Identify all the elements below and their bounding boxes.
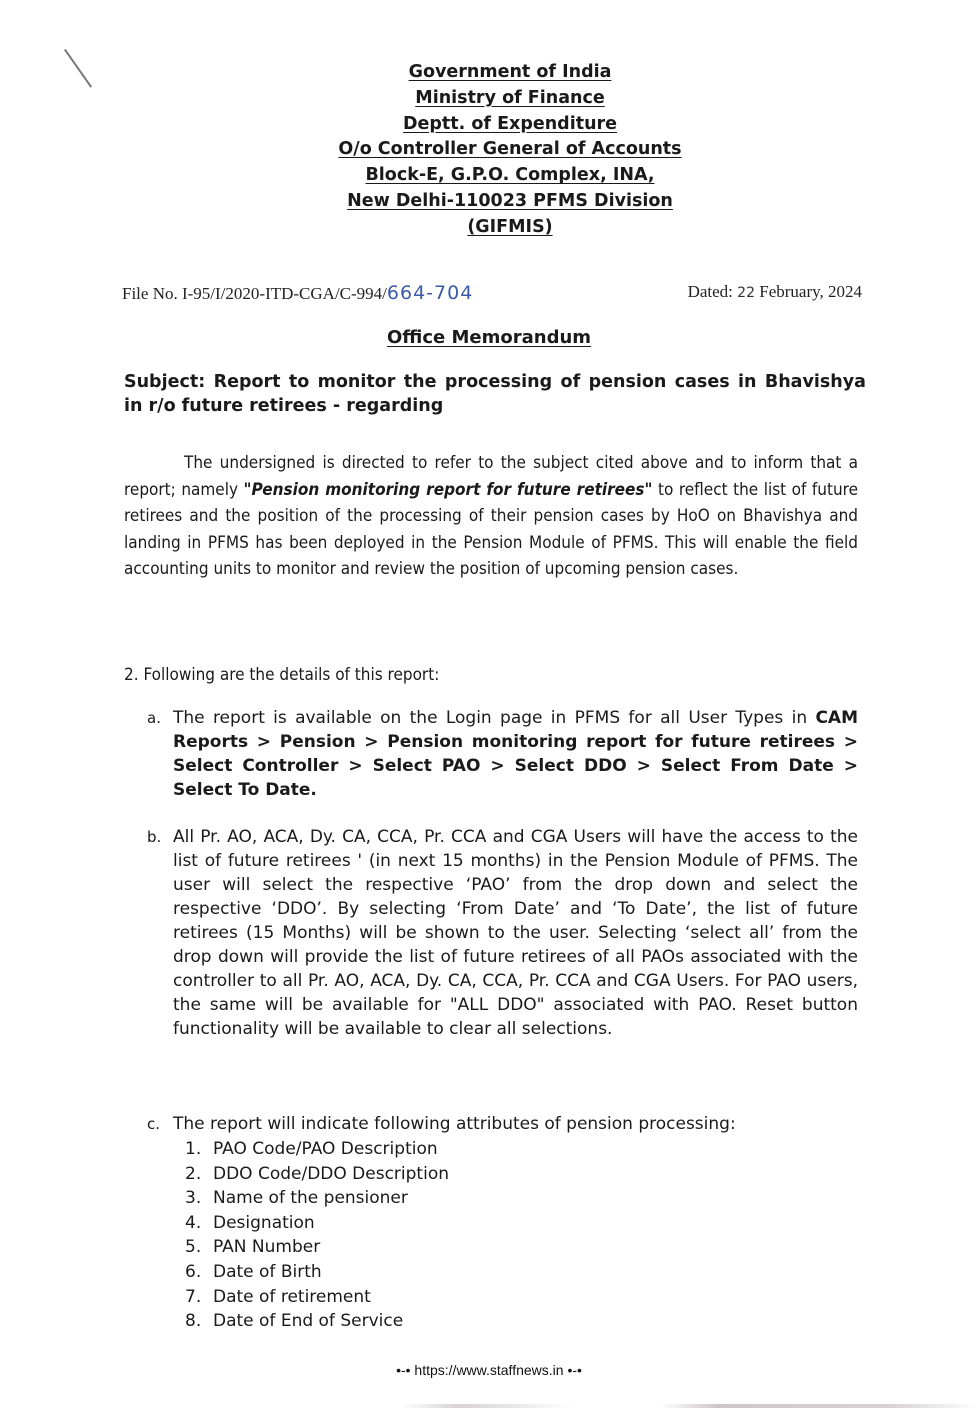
attribute-number: 6. — [185, 1261, 202, 1282]
scan-edge-artifact — [400, 1404, 978, 1408]
letterhead-city-division: New Delhi-110023 PFMS Division — [347, 190, 673, 211]
file-number — [122, 282, 473, 304]
paragraph-intro-before: The undersigned is directed to refer to the subject cited above and to inform that a report; namely — [124, 453, 858, 500]
letterhead-office: O/o Controller General of Accounts — [338, 139, 682, 160]
letterhead-address: Block-E, G.P.O. Complex, INA, — [365, 165, 655, 186]
attribute-number: 8. — [185, 1311, 202, 1332]
attribute-label: PAO Code/PAO Description — [213, 1139, 438, 1159]
footer-watermark-link[interactable]: •-• https://www.staffnews.in •-• — [396, 1362, 582, 1378]
attribute-number: 2. — [185, 1163, 202, 1184]
pen-stroke-mark — [64, 49, 92, 88]
attribute-item — [185, 1235, 449, 1260]
memo-title: Office Memorandum — [386, 327, 592, 348]
attribute-label: PAN Number — [213, 1237, 321, 1258]
detail-item-c — [147, 1112, 858, 1136]
paragraph-details-heading: 2. Following are the details of this report: — [124, 665, 440, 685]
dated-label: Dated: — [687, 282, 738, 301]
attribute-number: 7. — [185, 1286, 202, 1307]
dated-month-year: February, 2024 — [754, 282, 862, 301]
item-c-marker: c. — [147, 1115, 161, 1133]
item-c-text: The report will indicate following attributes of pension processing: — [173, 1114, 736, 1134]
attribute-label: Designation — [213, 1212, 315, 1233]
dated-handwritten-day: 22 — [737, 285, 755, 301]
attribute-item — [185, 1309, 449, 1334]
letterhead-gifmis: (GIFMIS) — [467, 216, 553, 237]
report-name-emphasis: "Pension monitoring report for future retirees" — [243, 479, 653, 500]
attribute-number: 1. — [185, 1139, 202, 1159]
attribute-label: DDO Code/DDO Description — [213, 1163, 449, 1184]
attribute-item — [185, 1285, 449, 1310]
navigation-path: CAM Reports > Pension > Pension monitoring report for future retirees > Select Controller > Select PAO > Select DDO > Select From Date > Select To Date. — [173, 708, 858, 800]
detail-item-a — [147, 706, 858, 802]
file-number-printed: File No. I-95/I/2020-ITD-CGA/C-994/ — [122, 284, 387, 303]
date-line — [688, 282, 862, 302]
attribute-item — [185, 1260, 449, 1285]
attribute-item — [185, 1162, 449, 1187]
item-b-marker: b. — [147, 828, 162, 846]
attribute-list — [185, 1137, 449, 1334]
subject-line: Subject: Report to monitor the processing of pension cases in Bhavishya in r/o future retirees - regarding — [124, 372, 866, 416]
attribute-label: Date of End of Service — [213, 1311, 404, 1332]
file-number-handwritten: 664-704 — [386, 282, 474, 304]
attribute-label: Date of Birth — [213, 1261, 322, 1282]
letterhead-department: Deptt. of Expenditure — [402, 113, 618, 134]
attribute-number: 3. — [185, 1188, 202, 1209]
letterhead — [300, 60, 720, 241]
paragraph-intro — [124, 450, 858, 583]
attribute-item — [185, 1186, 449, 1211]
attribute-number: 5. — [185, 1237, 202, 1258]
item-a-text: The report is available on the Login page in PFMS for all User Types in — [173, 708, 816, 728]
attribute-label: Date of retirement — [213, 1286, 371, 1307]
letterhead-government: Government of India — [408, 62, 612, 82]
item-a-marker: a. — [147, 709, 161, 727]
attribute-label: Name of the pensioner — [213, 1188, 408, 1209]
paragraph-intro-after: to reflect the list of future retirees and the position of the processing of their pension cases by HoO on Bhavishya and landing in PFMS has been deployed in the Pension Module of PFMS. This will enable the field accounting units to monitor and review the position of upcoming pension cases. — [124, 479, 858, 579]
attribute-number: 4. — [185, 1212, 202, 1233]
item-b-text: All Pr. AO, ACA, Dy. CA, CCA, Pr. CCA and CGA Users will have the access to the list of future retirees ' (in next 15 months) in the Pension Module of PFMS. The user will select the respective ‘PAO’ from the drop down and select the respective ‘DDO’. By selecting ‘From Date’ and ‘To Date’, the list of future retirees (15 Months) will be shown to the user. Selecting ‘select all’ from the drop down will provide the list of future retirees of all PAOs associated with the controller to all Pr. AO, ACA, Dy. CA, CCA, Pr. CCA and CGA Users. For PAO users, the same will be available for "ALL DDO" associated with PAO. Reset button functionality will be available to clear all selections. — [173, 827, 858, 1039]
attribute-item — [185, 1137, 449, 1162]
attribute-item — [185, 1211, 449, 1236]
letterhead-ministry: Ministry of Finance — [415, 87, 605, 108]
detail-item-b — [147, 825, 858, 1041]
